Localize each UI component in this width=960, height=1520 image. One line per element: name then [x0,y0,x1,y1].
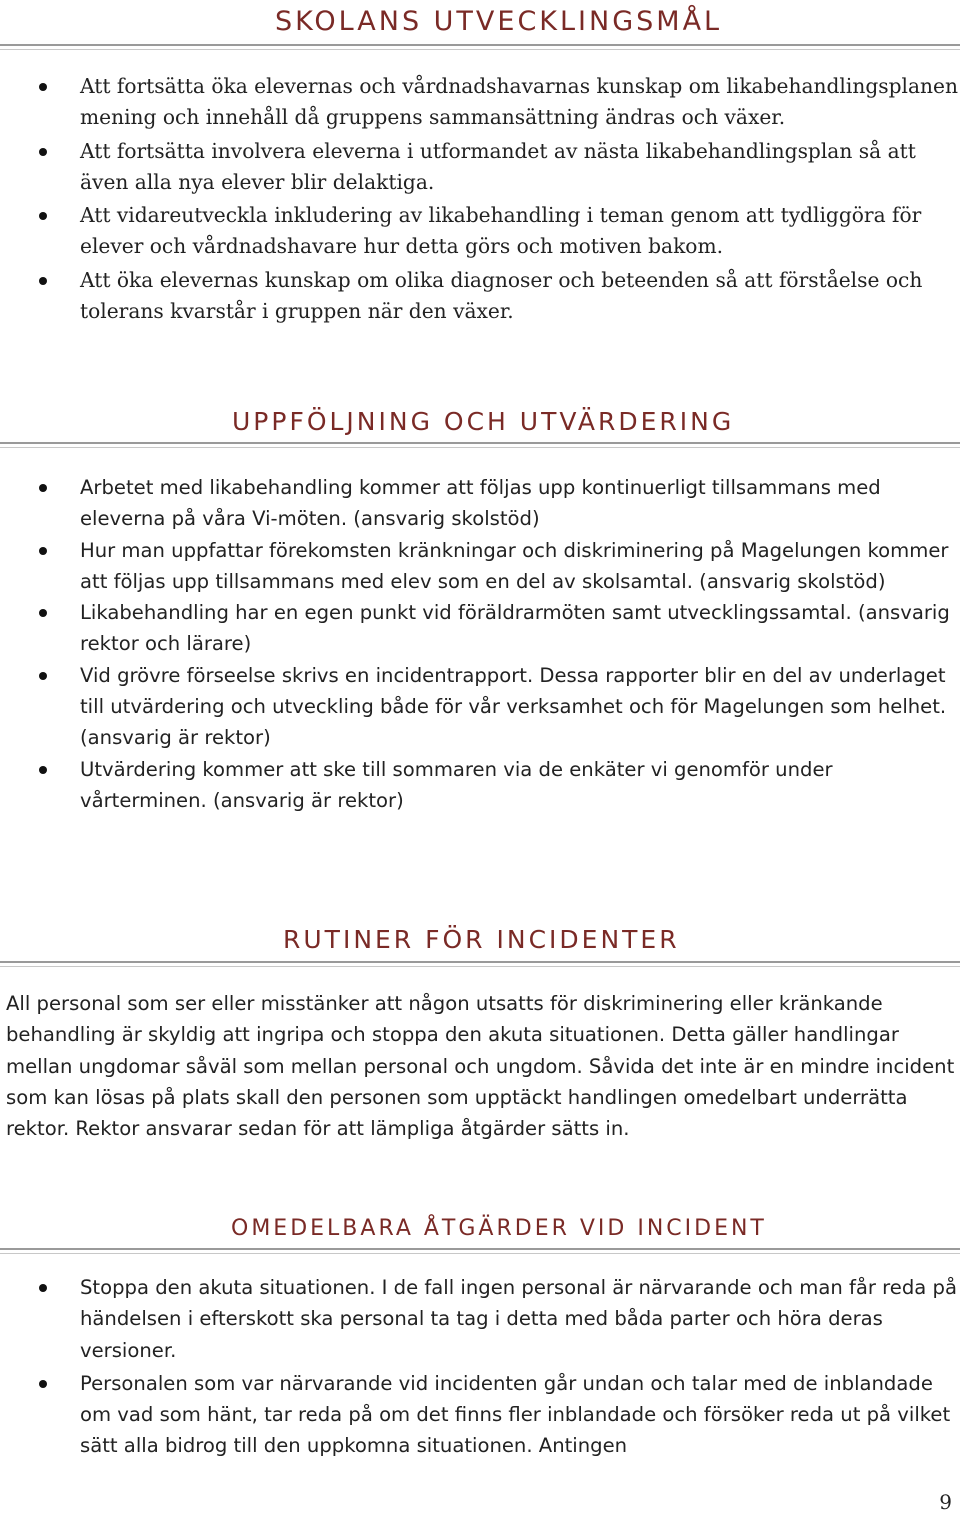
section-rule [0,442,960,448]
list-item: Stoppa den akuta situationen. I de fall ingen personal är närvarande och man får reda på händelsen i efterskott ska personal ta tag i detta med båda parter och höra deras versioner. [0,1272,960,1366]
bullet-icon [39,672,47,680]
section-rule [0,961,960,967]
bullet-icon [39,1284,47,1292]
list-item: Hur man uppfattar förekomsten kränkningar och diskriminering på Magelungen kommer att följas upp tillsammans med elev som en del av skolsamtal. (ansvarig skolstöd) [0,535,960,598]
section-title-goals: SKOLANS UTVECKLINGSMÅL [275,6,723,37]
bullet-icon [39,766,47,774]
bullet-icon [39,277,47,285]
followup-list [0,472,960,816]
section-title-immediate: OMEDELBARA ÅTGÄRDER VID INCIDENT [231,1216,767,1241]
section-title-followup: UPPFÖLJNING OCH UTVÄRDERING [232,407,735,436]
bullet-icon [39,83,47,91]
bullet-icon [39,212,47,220]
bullet-icon [39,484,47,492]
section-title-routines: RUTINER FÖR INCIDENTER [283,925,680,954]
list-item: Vid grövre förseelse skrivs en incidentrapport. Dessa rapporter blir en del av underlaget till utvärdering och utveckling både för vår verksamhet och för Magelungen som helhet. (ansvarig är rektor) [0,660,960,754]
routines-paragraph: All personal som ser eller misstänker att någon utsatts för diskriminering eller kränkande behandling är skyldig att ingripa och stoppa den akuta situationen. Detta gäller handlingar mellan ungdomar såväl som mellan personal och ungdom. Såvida det inte är en mindre incident som kan lösas på plats skall den personen som upptäckt handlingen omedelbart underrätta rektor. Rektor ansvarar sedan för att lämpliga åtgärder sätts in. [6,992,955,1141]
immediate-list [0,1272,960,1462]
section-rule [0,44,960,50]
list-item: Att fortsätta involvera eleverna i utformandet av nästa likabehandlingsplan så att även alla nya elever blir delaktiga. [0,136,960,199]
section-rule [0,1248,960,1254]
bullet-icon [39,609,47,617]
bullet-icon [39,1380,47,1388]
list-item: Likabehandling har en egen punkt vid föräldrarmöten samt utvecklingssamtal. (ansvarig rektor och lärare) [0,597,960,660]
list-item: Utvärdering kommer att ske till sommaren via de enkäter vi genomför under vårterminen. (ansvarig är rektor) [0,754,960,817]
bullet-icon [39,547,47,555]
list-item: Att vidareutveckla inkludering av likabehandling i teman genom att tydliggöra för elever och vårdnadshavare hur detta görs och motiven bakom. [0,200,960,263]
list-item: Att öka elevernas kunskap om olika diagnoser och beteenden så att förståelse och tolerans kvarstår i gruppen när den växer. [0,265,960,328]
list-item: Arbetet med likabehandling kommer att följas upp kontinuerligt tillsammans med eleverna på våra Vi-möten. (ansvarig skolstöd) [0,472,960,535]
goals-list [0,71,960,327]
list-item: Att fortsätta öka elevernas och vårdnadshavarnas kunskap om likabehandlingsplanen mening och innehåll då gruppens sammansättning ändras och växer. [0,71,960,134]
page-number: 9 [939,1490,952,1514]
bullet-icon [39,148,47,156]
list-item: Personalen som var närvarande vid incidenten går undan och talar med de inblandade om vad som hänt, tar reda på om det finns fler inblandade och försöker reda ut på vilket sätt alla bidrog till den uppkomna situationen. Antingen [0,1368,960,1462]
